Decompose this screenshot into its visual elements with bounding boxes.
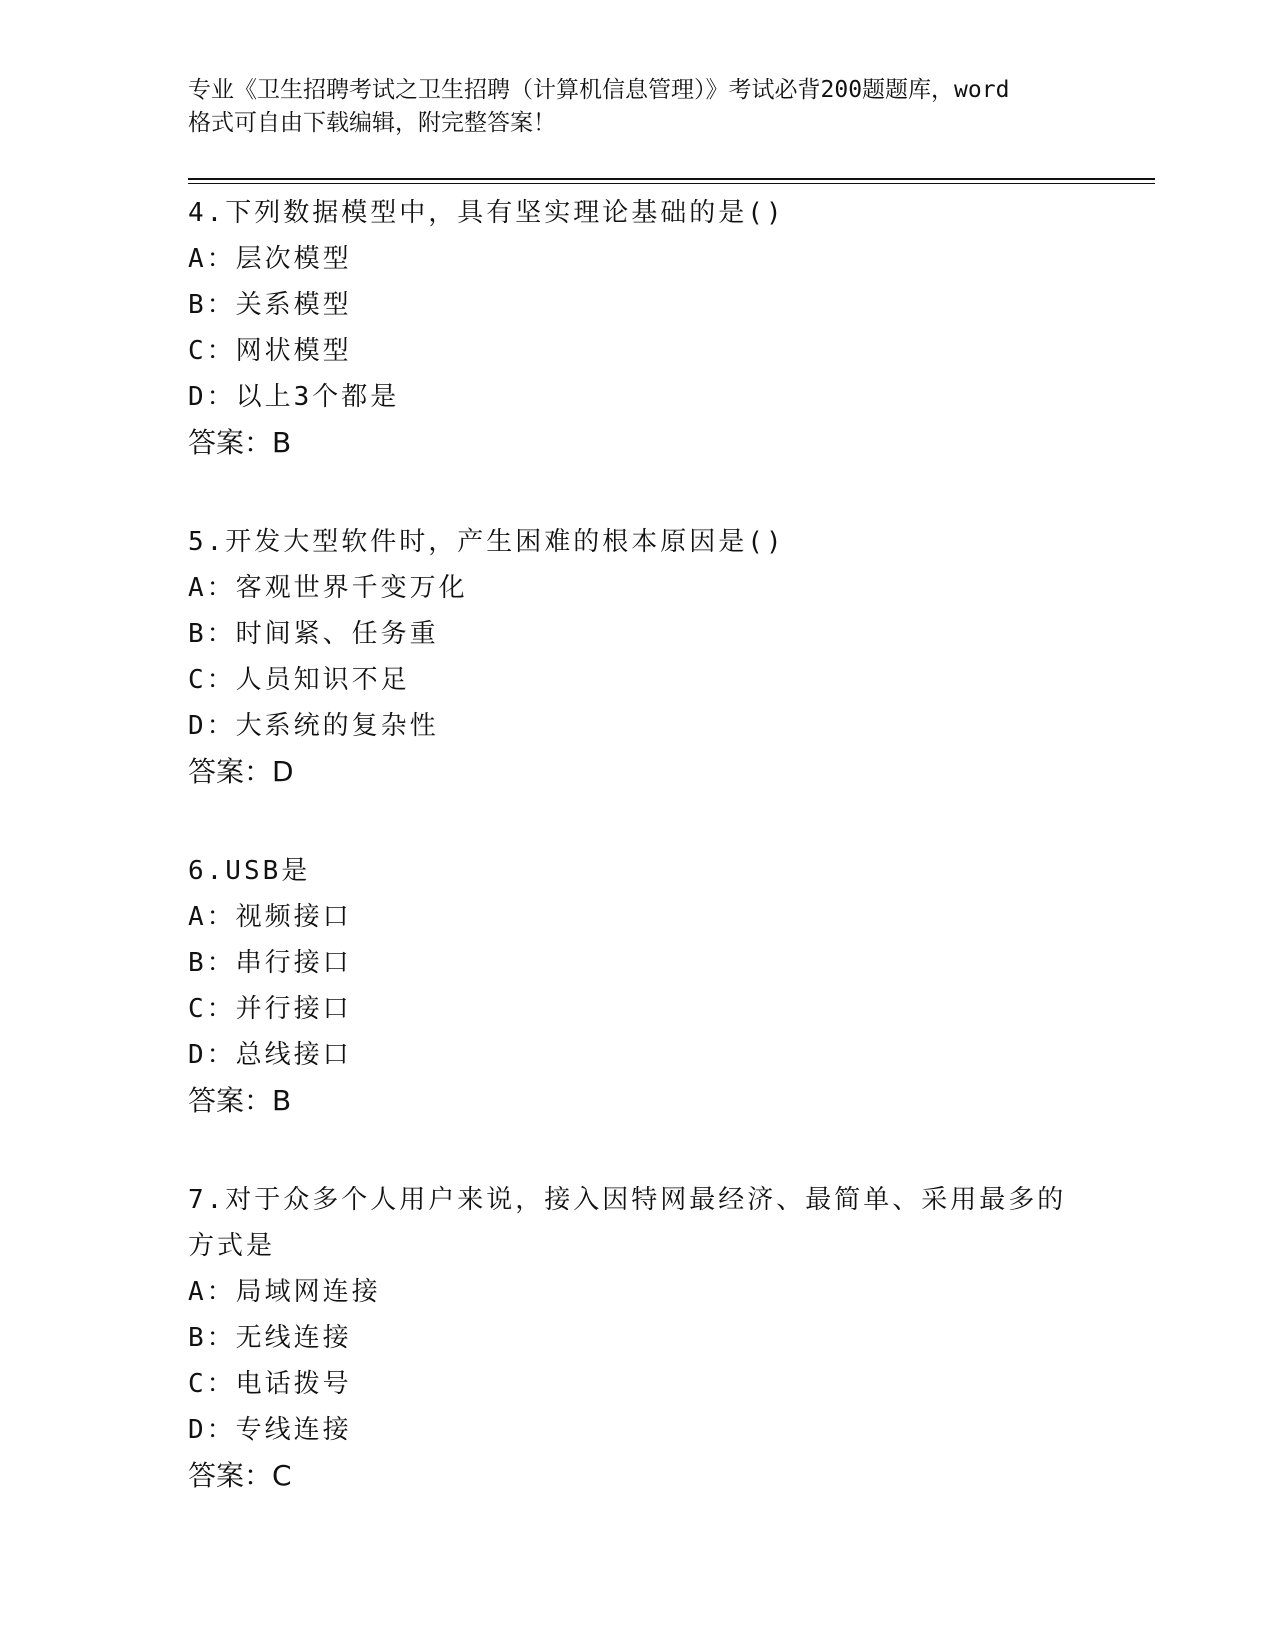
question-7 (188, 1177, 1118, 1499)
option-d: D：总线接口 (188, 1040, 352, 1070)
option-c: C：网状模型 (188, 336, 352, 366)
answer: 答案：B (188, 426, 292, 459)
option-b: B：时间紧、任务重 (188, 619, 439, 649)
question-text-line-2: 方式是 (188, 1231, 276, 1261)
header-divider-thick (188, 178, 1155, 180)
answer: 答案：C (188, 1459, 292, 1492)
question-text: 4.下列数据模型中，具有坚实理论基础的是() (188, 198, 785, 228)
question-6 (188, 848, 1118, 1124)
option-b: B：串行接口 (188, 948, 352, 978)
option-b: B：无线连接 (188, 1323, 352, 1353)
option-c: C：人员知识不足 (188, 665, 410, 695)
header-divider-thin (188, 183, 1155, 184)
option-a: A：视频接口 (188, 902, 352, 932)
question-4 (188, 190, 1118, 466)
header-line-1: 专业《卫生招聘考试之卫生招聘（计算机信息管理）》考试必背200题题库，word (188, 77, 1010, 103)
option-b: B：关系模型 (188, 290, 352, 320)
document-header (188, 74, 1088, 140)
option-c: C：并行接口 (188, 994, 352, 1024)
question-list (188, 190, 1118, 1552)
question-text: 6.USB是 (188, 856, 311, 886)
option-d: D：大系统的复杂性 (188, 711, 439, 741)
option-d: D：专线连接 (188, 1415, 352, 1445)
question-5 (188, 519, 1118, 795)
answer: 答案：D (188, 755, 294, 788)
option-c: C：电话拨号 (188, 1369, 352, 1399)
question-text-line-1: 7.对于众多个人用户来说，接入因特网最经济、最简单、采用最多的 (188, 1185, 1067, 1215)
option-a: A：层次模型 (188, 244, 352, 274)
option-d: D：以上3个都是 (188, 382, 400, 412)
answer: 答案：B (188, 1084, 292, 1117)
option-a: A：局域网连接 (188, 1277, 381, 1307)
question-text: 5.开发大型软件时，产生困难的根本原因是() (188, 527, 785, 557)
header-line-2: 格式可自由下载编辑，附完整答案！ (188, 110, 556, 136)
option-a: A：客观世界千变万化 (188, 573, 468, 603)
